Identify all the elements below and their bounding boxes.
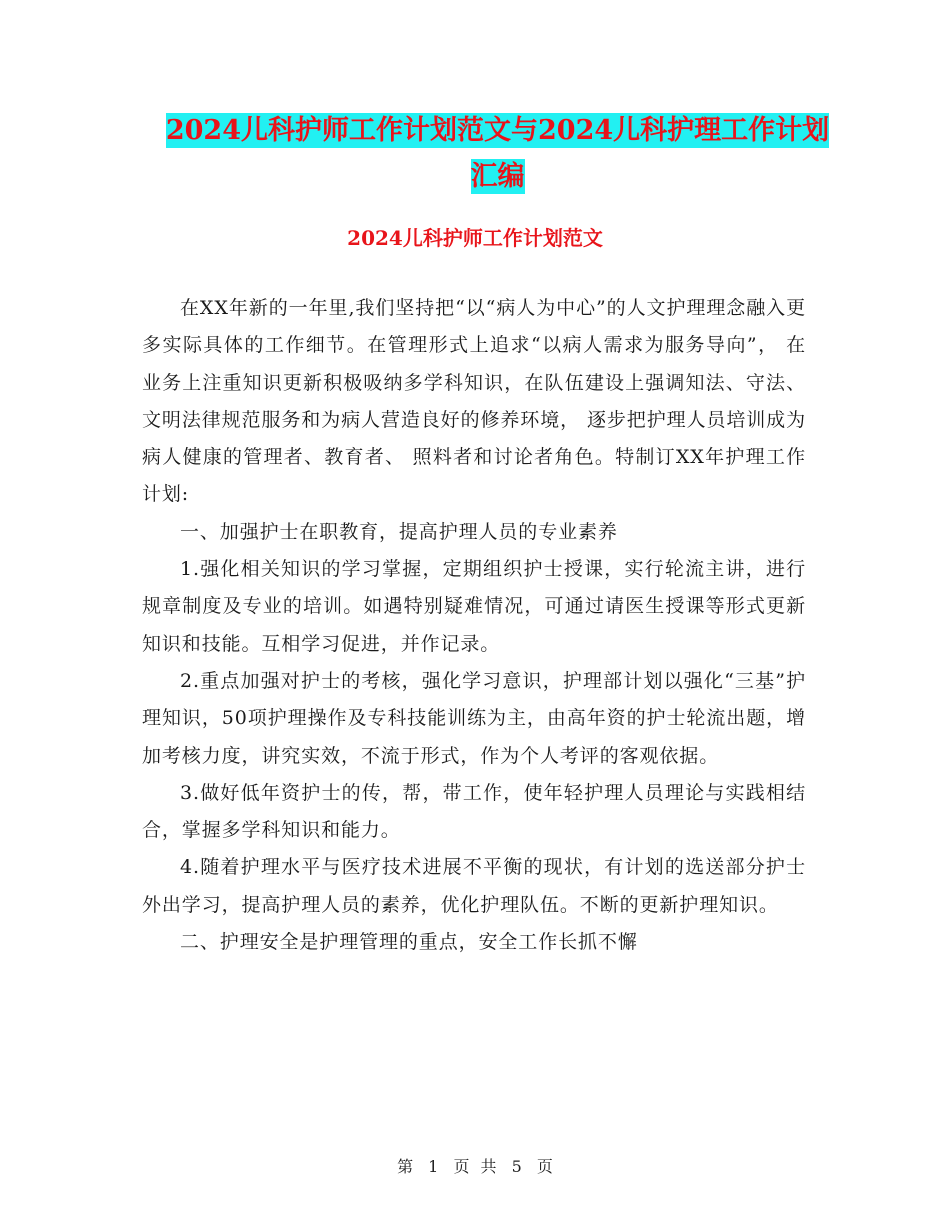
document-title-line1: 2024儿科护师工作计划范文与2024儿科护理工作计划 <box>165 115 830 146</box>
paragraph: 4.随着护理水平与医疗技术进展不平衡的现状，有计划的选送部分护士外出学习，提高护理人员的素养，优化护理队伍。不断的更新护理知识。 <box>142 856 806 916</box>
footer-total-pages: 5 <box>511 1157 522 1176</box>
document-title-line2: 汇编 <box>470 161 525 192</box>
footer-prefix: 第 <box>397 1157 414 1176</box>
document-title <box>140 108 855 200</box>
paragraph: 在XX年新的一年里,我们坚持把“以“病人为中心”的人文护理理念融入更多实际具体的工作细节。在管理形式上追求“以病人需求为服务导向”， 在业务上注重知识更新积极吸纳多学科知识，在队伍建设上强调知法、守法、文明法律规范服务和为病人营造良好的修养环境， 逐步把护理人员培训成为病人健康的管理者、教育者、 照料者和讨论者角色。特制订XX年护理工作计划: <box>142 297 806 506</box>
footer-page-number: 1 <box>428 1157 439 1176</box>
footer-middle: 页 共 <box>453 1157 497 1176</box>
section-title: 2024儿科护师工作计划范文 <box>347 226 603 250</box>
document-body <box>142 290 806 961</box>
page-footer <box>0 1154 950 1177</box>
paragraph: 3.做好低年资护士的传，帮，带工作，使年轻护理人员理论与实践相结合，掌握多学科知识和能力。 <box>142 781 806 842</box>
paragraph: 1.强化相关知识的学习掌握，定期组织护士授课，实行轮流主讲，进行规章制度及专业的培训。如遇特别疑难情况，可通过请医生授课等形式更新知识和技能。互相学习促进，并作记录。 <box>142 558 806 655</box>
paragraph: 2.重点加强对护士的考核，强化学习意识，护理部计划以强化“三基”护理知识，50项护理操作及专科技能训练为主，由高年资的护士轮流出题，增加考核力度，讲究实效，不流于形式，作为个人考评的客观依据。 <box>142 669 806 767</box>
paragraph: 一、加强护士在职教育，提高护理人员的专业素养 <box>180 520 618 543</box>
paragraph: 二、护理安全是护理管理的重点，安全工作长抓不懈 <box>180 931 638 954</box>
footer-suffix: 页 <box>536 1157 553 1176</box>
